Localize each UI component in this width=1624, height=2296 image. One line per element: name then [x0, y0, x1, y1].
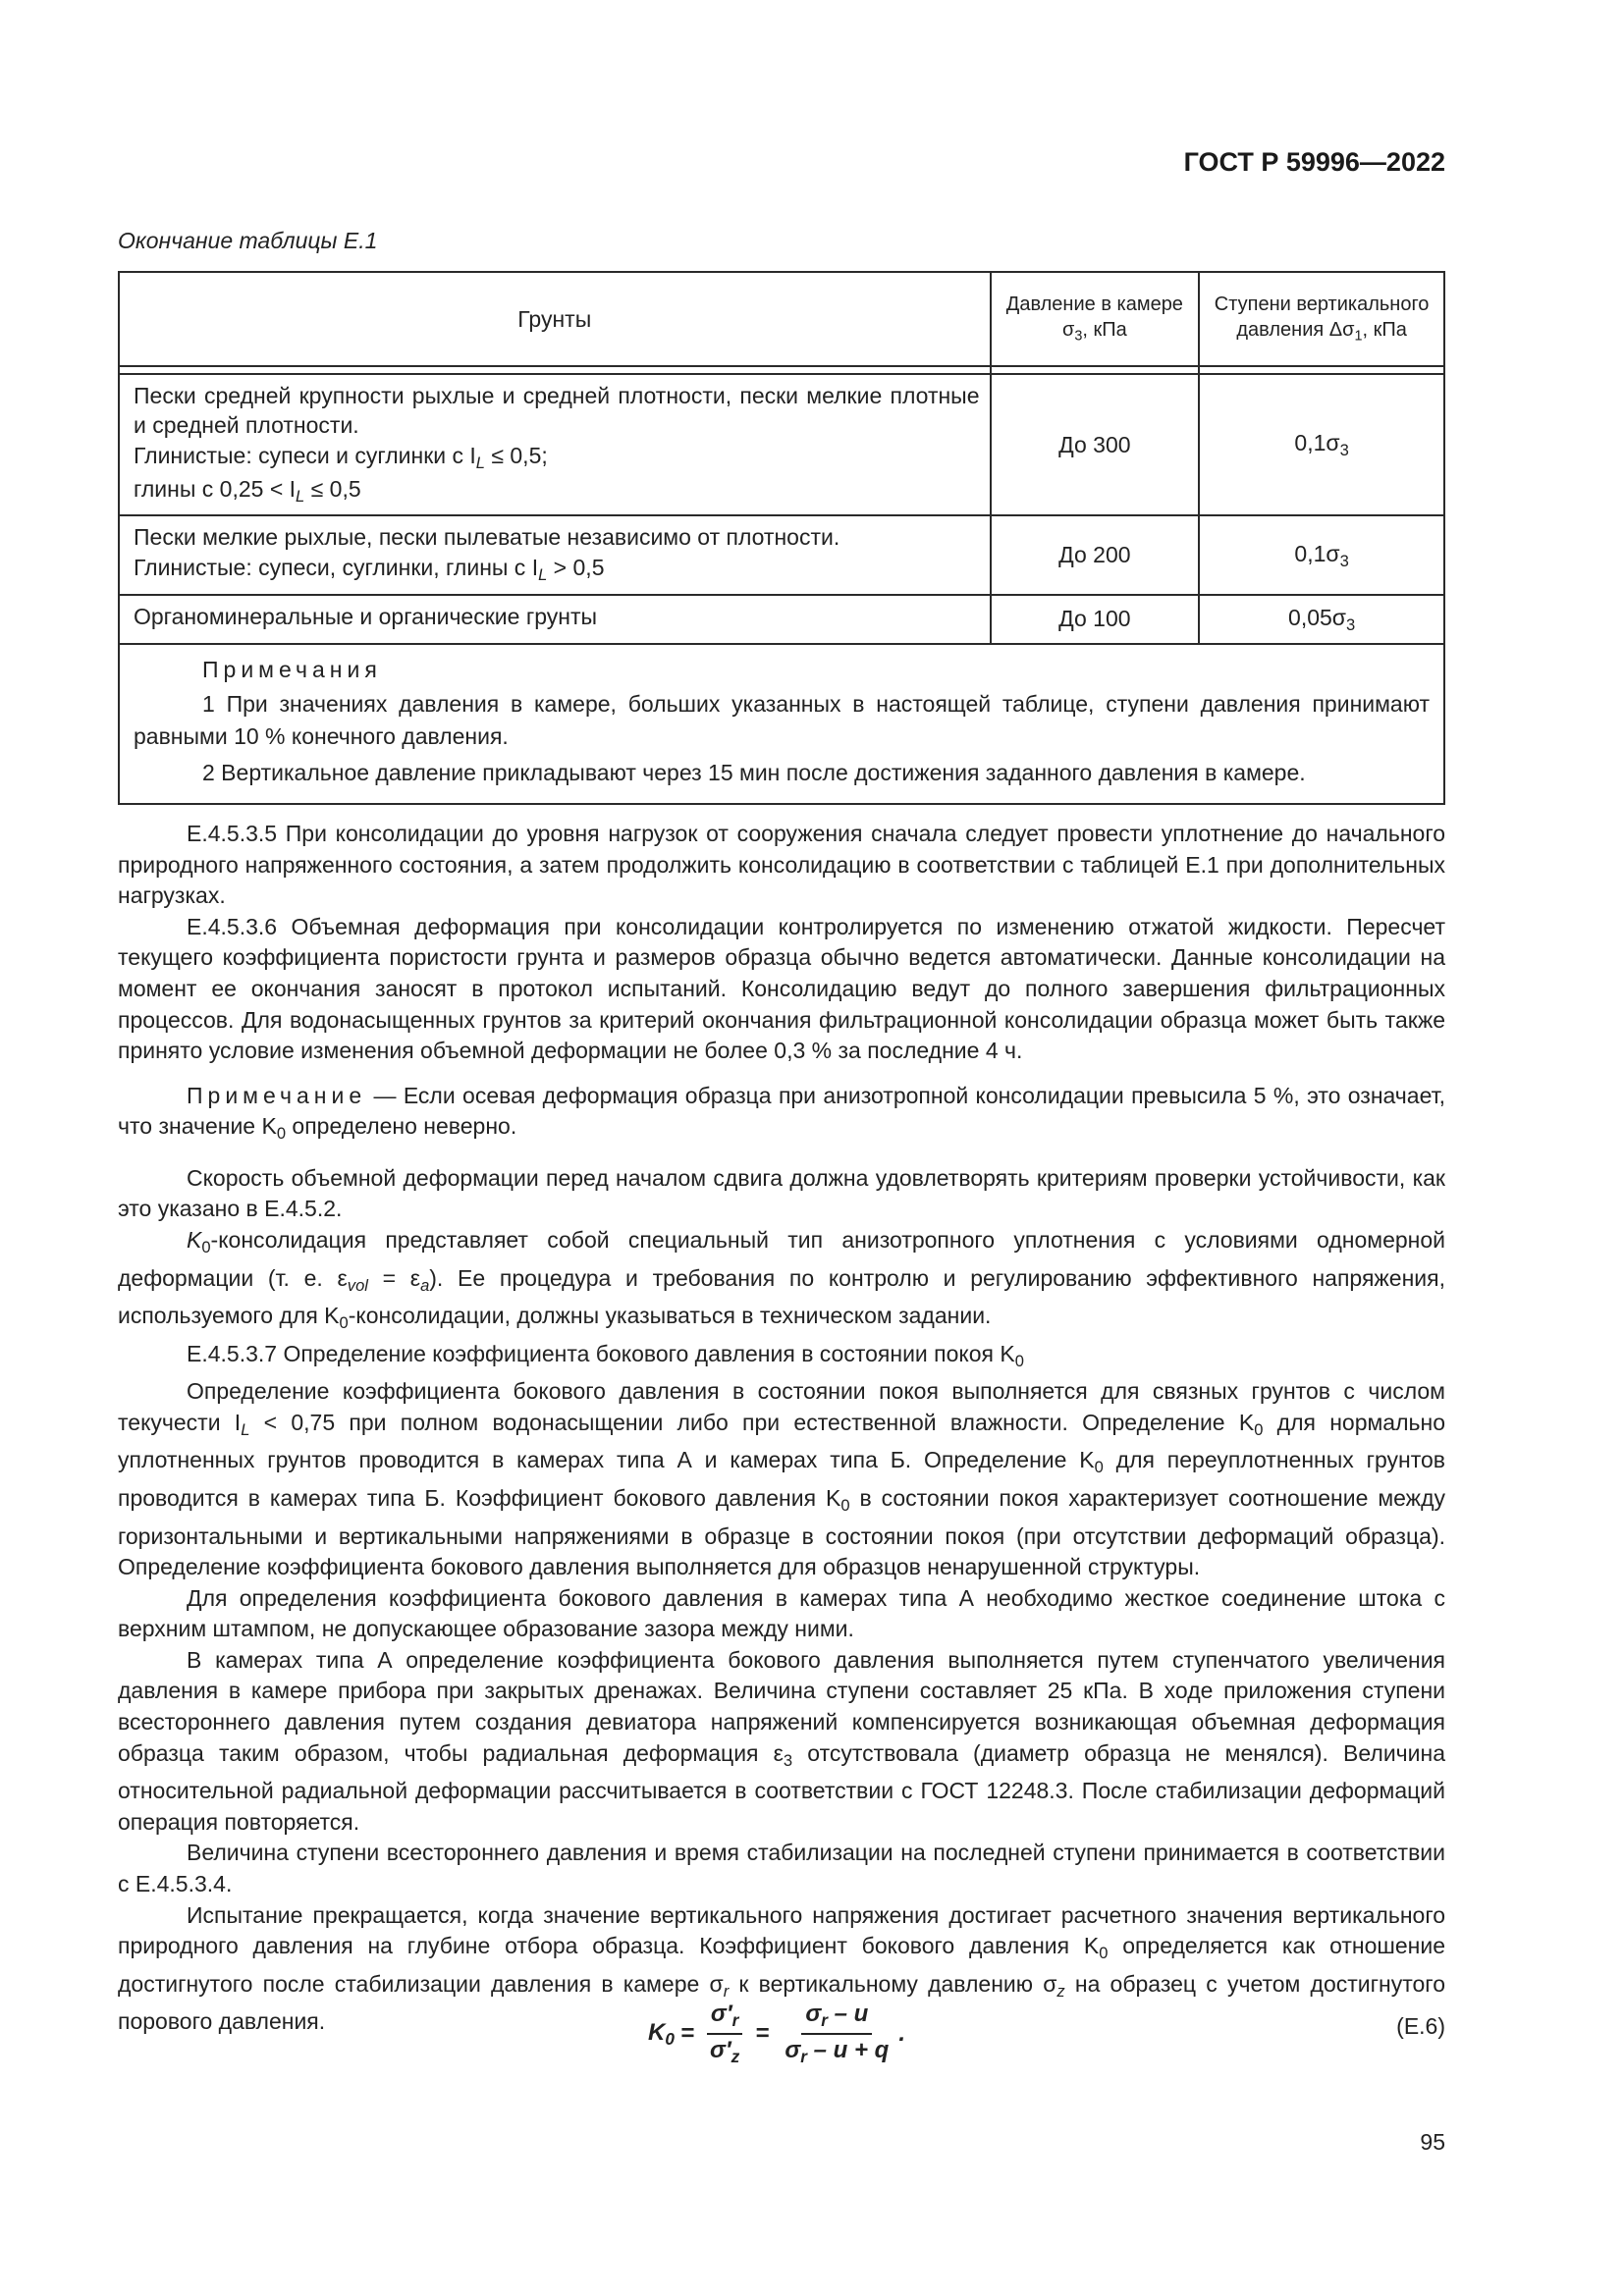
formula-fraction-2: $\frac{\sigma_r - u}{\sigma_r - u + q}$	[785, 2001, 890, 2067]
paragraph: Для определения коэффициента бокового давления в камерах типа А необходимо жесткое соединение штока с верхним штампом, не допускающее образование зазора между ними.	[118, 1584, 1445, 1642]
header-separator	[119, 366, 1444, 374]
soil-cell: Органоминеральные и органические грунты	[119, 595, 991, 644]
formula-e6	[648, 2001, 905, 2067]
table-row	[119, 595, 1444, 644]
note-item: 2 Вертикальное давление прикладывают через 15 мин после достижения заданного давления в камере.	[202, 760, 1306, 786]
table-row	[119, 515, 1444, 594]
formula-trailing-dot: .	[898, 2020, 906, 2048]
soil-cell: Пески мелкие рыхлые, пески пылеватые независимо от плотности. Глинистые: супеси, суглинки, глины с $I_L > 0,5$	[119, 515, 991, 594]
note-item: 1 При значениях давления в камере, больших указанных в настоящей таблице, ступени давления принимают равными 10 % конечного давления.	[134, 690, 1430, 749]
pressure-cell: До 100	[991, 595, 1200, 644]
paragraph: Величина ступени всестороннего давления и время стабилизации на последней ступени принимается в соответствии с Е.4.5.3.4.	[118, 1840, 1445, 1896]
paragraph: В камерах типа А определение коэффициента бокового давления выполняется путем ступенчатого увеличения давления в камере прибора при закрытых дренажах. Величина ступени составляет 25 кПа. В ходе приложения ступени всестороннего давления путем создания девиатора напряжений компенсируется возникающая объемная деформация образца таким образом, чтобы радиальная деформация $\varepsilon_3$ отсутствовала (диаметр образца не менялся). Величина относительной радиальной деформации рассчитывается в соответствии с ГОСТ 12248.3. После стабилизации деформаций операция повторяется.	[118, 1646, 1445, 1835]
document-header-id: ГОСТ Р 59996—2022	[1183, 147, 1445, 177]
pressure-cell: До 200	[991, 515, 1200, 594]
formula-equals: =	[679, 2020, 694, 2048]
formula-equals: =	[755, 2020, 770, 2048]
header-pressure: Давление в камере $\sigma_3$, кПа	[991, 272, 1200, 366]
step-cell: $0,05\sigma_3$	[1199, 595, 1444, 644]
table-caption: Окончание таблицы Е.1	[118, 228, 378, 253]
paragraph: Е.4.5.3.5 При консолидации до уровня нагрузок от сооружения сначала следует провести уплотнение до начального природного напряженного состояния, а затем продолжить консолидацию в соответствии с таблицей Е.1 при дополнительных нагрузках.	[118, 821, 1445, 909]
equation-number: (Е.6)	[1396, 2013, 1445, 2039]
paragraph: Скорость объемной деформации перед началом сдвига должна удовлетворять критериям проверки устойчивости, как это указано в Е.4.5.2.	[118, 1164, 1445, 1222]
formula-lhs: $K_0$	[648, 2018, 675, 2049]
paragraph: Определение коэффициента бокового давления в состоянии покоя выполняется для связных грунтов с числом текучести $I_L < 0,75$ при полном водонасыщении либо при естественной влажности. Определение $K_0$ для нормально уплотненных грунтов проводится в камерах типа А и камерах типа Б. Определение $K_0$ для переуплотненных грунтов проводится в камерах типа Б. Коэффициент бокового давления $K_0$ в состоянии покоя характеризует соотношение между горизонтальными и вертикальными напряжениями в образце в состоянии покоя (при отсутствии деформаций образца). Определение коэффициента бокового давления выполняется для образцов ненарушенной структуры.	[118, 1378, 1445, 1580]
pressure-cell: До 300	[991, 374, 1200, 515]
soil-table	[118, 271, 1445, 805]
paragraph: Е.4.5.3.6 Объемная деформация при консолидации контролируется по изменению отжатой жидкости. Пересчет текущего коэффициента пористости грунта и размеров образца обычно ведется автоматически. Данные консолидации на момент ее окончания заносят в протокол испытаний. Консолидацию ведут до полного завершения фильтрационных процессов. Для водонасыщенных грунтов за критерий окончания фильтрационной консолидации образца может быть также принято условие изменения объемной деформации не более 0,3 % за последние 4 ч.	[118, 913, 1445, 1064]
note-paragraph: Примечание — Если осевая деформация образца при анизотропной консолидации превысила 5 %, это означает, что значение $K_0$ определено неверно.	[118, 1082, 1445, 1144]
table-notes	[119, 644, 1444, 805]
header-soil: Грунты	[119, 272, 991, 366]
paragraph: Испытание прекращается, когда значение вертикального напряжения достигает расчетного значения вертикального природного давления на глубине отбора образца. Коэффициент бокового давления $K_0$ определяется как отношение достигнутого после стабилизации давления в камере $\sigma_r$ к вертикальному давлению $\sigma_z$ на образец с учетом достигнутого порового давления.	[118, 1901, 1445, 2035]
document-body	[118, 819, 1445, 2038]
paragraph: $K_0$-консолидация представляет собой специальный тип анизотропного уплотнения с условиями одномерной деформации (т. е. $\varepsilon_{vol} = \varepsilon_a$). Ее процедура и требования по контролю и регулированию эффективного напряжения, используемого для $K_0$-консолидации, должны указываться в техническом задании.	[118, 1227, 1445, 1333]
step-cell: $0,1\sigma_3$	[1199, 515, 1444, 594]
table-header-row	[119, 272, 1444, 366]
soil-cell: Пески средней крупности рыхлые и средней плотности, пески мелкие плотные и средней плотности. Глинистые: супеси и суглинки с $I_L \le 0,5$; глины с $0,25 < I_L \le 0,5$	[119, 374, 991, 515]
formula-fraction-1: $\frac{\sigma'_r}{\sigma'_z}$	[706, 2001, 743, 2067]
page-number: 95	[1420, 2129, 1445, 2155]
header-step: Ступени вертикального давления $\Delta\sigma_1$, кПа	[1199, 272, 1444, 366]
notes-title: Примечания	[202, 656, 382, 682]
section-heading: Е.4.5.3.7 Определение коэффициента бокового давления в состоянии покоя $K_0$	[187, 1340, 1024, 1370]
step-cell: $0,1\sigma_3$	[1199, 374, 1444, 515]
table-row	[119, 374, 1444, 515]
table-notes-row	[119, 644, 1444, 805]
